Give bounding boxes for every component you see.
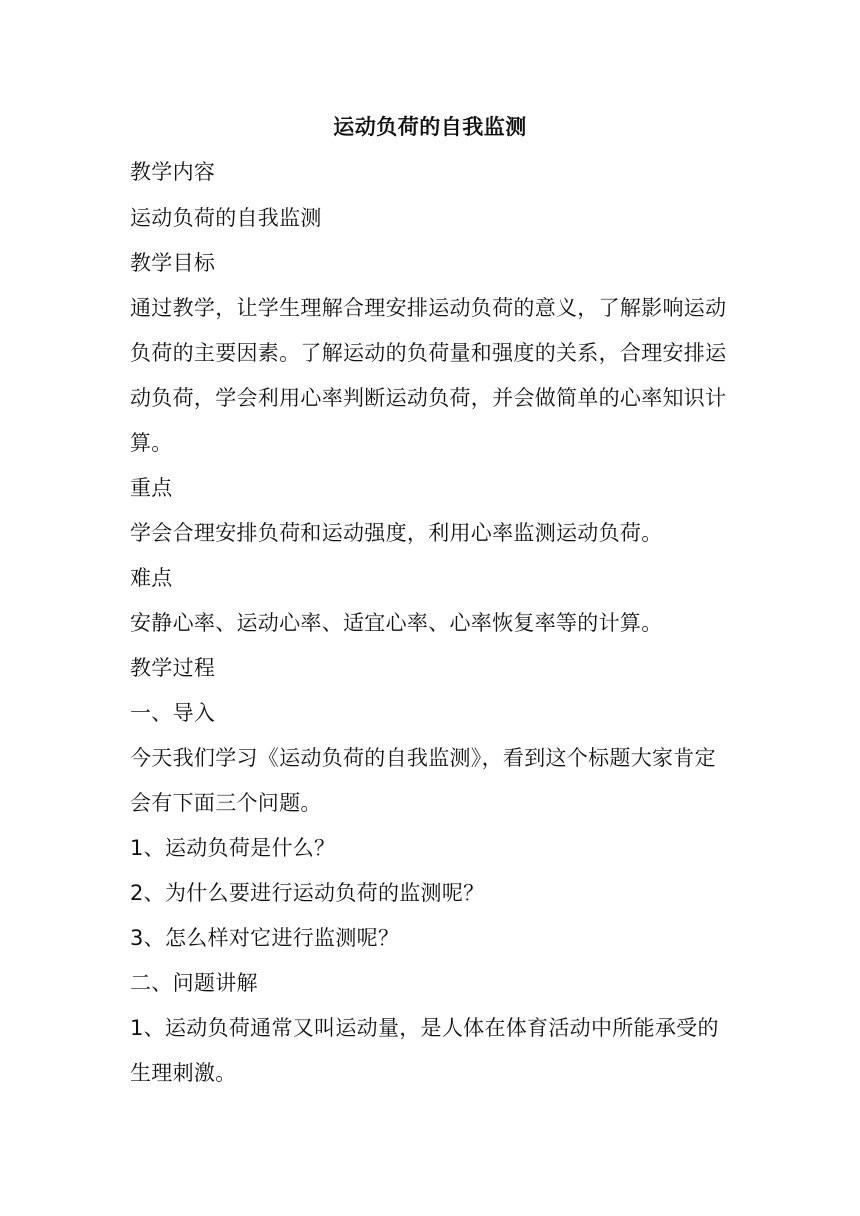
heading-key-point: 重点 (130, 476, 173, 500)
section-heading-explanation: 二、问题讲解 (130, 971, 258, 995)
heading-difficulty: 难点 (130, 566, 173, 590)
heading-teaching-goals: 教学目标 (130, 251, 216, 275)
paragraph-line: 学会合理安排负荷和运动强度，利用心率监测运动负荷。 (130, 521, 663, 545)
paragraph-line: 今天我们学习《运动负荷的自我监测》，看到这个标题大家肯定 (130, 746, 716, 770)
paragraph-line: 负荷的主要因素。了解运动的负荷量和强度的关系，合理安排运 (130, 341, 727, 365)
heading-teaching-content: 教学内容 (130, 160, 216, 184)
question-item-2: 2、为什么要进行运动负荷的监测呢？ (130, 881, 485, 905)
paragraph-line: 会有下面三个问题。 (130, 791, 322, 815)
heading-teaching-process: 教学过程 (130, 656, 216, 680)
document-title: 运动负荷的自我监测 (333, 115, 527, 139)
paragraph-line: 运动负荷的自我监测 (130, 206, 322, 230)
paragraph-line: 算。 (130, 431, 173, 455)
paragraph-line: 动负荷，学会利用心率判断运动负荷，并会做简单的心率知识计 (130, 386, 727, 410)
question-item-1: 1、运动负荷是什么？ (130, 836, 336, 860)
paragraph-line: 通过教学，让学生理解合理安排运动负荷的意义，了解影响运动 (130, 296, 727, 320)
question-item-3: 3、怎么样对它进行监测呢？ (130, 926, 400, 950)
section-heading-intro: 一、导入 (130, 701, 216, 725)
paragraph-line: 1、运动负荷通常又叫运动量，是人体在体育活动中所能承受的 (130, 1016, 719, 1040)
paragraph-line: 生理刺激。 (130, 1061, 237, 1085)
paragraph-line: 安静心率、运动心率、适宜心率、心率恢复率等的计算。 (130, 611, 663, 635)
